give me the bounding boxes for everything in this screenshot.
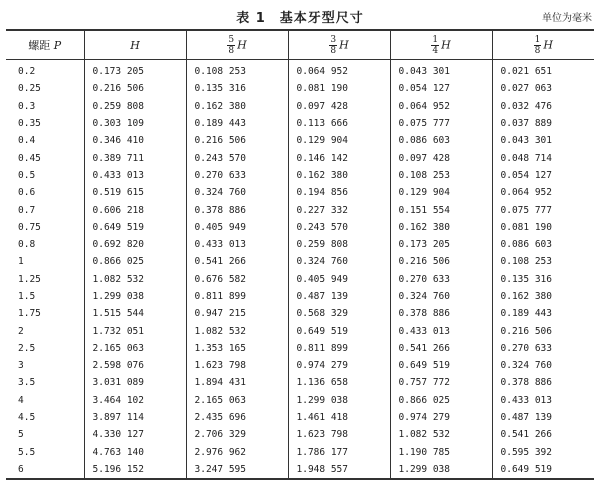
value-cell: 0.568 329 (288, 305, 390, 322)
value-cell: 0.135 316 (492, 271, 594, 288)
table-row (6, 236, 594, 253)
value-cell: 0.216 506 (84, 80, 186, 97)
fraction-1-8 (534, 35, 542, 56)
value-cell: 2.435 696 (186, 409, 288, 426)
value-cell: 0.270 633 (186, 167, 288, 184)
pitch-cell: 6 (18, 463, 24, 475)
col-header-h (84, 30, 186, 60)
value-cell: 0.811 899 (186, 288, 288, 305)
pitch-cell: 0.4 (18, 135, 36, 147)
value-cell: 3.897 114 (84, 409, 186, 426)
numerator: 1 (534, 34, 541, 45)
value-cell: 0.389 711 (84, 149, 186, 166)
pitch-cell: 0.8 (18, 239, 36, 251)
pitch-cell: 3 (18, 360, 24, 372)
value-cell: 0.032 476 (492, 98, 594, 115)
value-cell: 0.021 651 (492, 60, 594, 81)
value-cell: 0.151 554 (390, 201, 492, 218)
pitch-cell: 0.45 (18, 152, 41, 164)
value-cell: 0.081 190 (492, 219, 594, 236)
value-cell: 0.108 253 (492, 253, 594, 270)
value-cell: 0.649 519 (84, 219, 186, 236)
value-cell: 1.082 532 (186, 322, 288, 339)
value-cell: 0.692 820 (84, 236, 186, 253)
table-row (6, 149, 594, 166)
value-cell: 1.461 418 (288, 409, 390, 426)
numerator: 1 (432, 34, 439, 45)
pitch-cell: 0.25 (18, 83, 41, 95)
table-row (6, 80, 594, 97)
table-row (6, 271, 594, 288)
value-cell: 0.259 808 (84, 98, 186, 115)
pitch-var: P (53, 39, 62, 52)
value-cell: 1.948 557 (288, 461, 390, 479)
value-cell: 0.097 428 (390, 149, 492, 166)
pitch-cell: 5.5 (18, 446, 36, 458)
pitch-cell: 4 (18, 394, 24, 406)
value-cell: 0.162 380 (390, 219, 492, 236)
value-cell: 0.433 013 (84, 167, 186, 184)
value-cell: 0.189 443 (186, 115, 288, 132)
value-cell: 0.259 808 (288, 236, 390, 253)
table-row (6, 167, 594, 184)
value-cell: 1.136 658 (288, 374, 390, 391)
value-cell: 0.243 570 (186, 149, 288, 166)
value-cell: 0.649 519 (390, 357, 492, 374)
pitch-label: 螺距 (28, 39, 51, 52)
value-cell: 1.623 798 (186, 357, 288, 374)
table-row (6, 132, 594, 149)
table-row (6, 374, 594, 391)
pitch-cell: 2.5 (18, 342, 36, 354)
value-cell: 3.464 102 (84, 392, 186, 409)
table-row (6, 201, 594, 218)
col-header-1-4-h (390, 30, 492, 60)
value-cell: 0.243 570 (288, 219, 390, 236)
value-cell: 0.947 215 (186, 305, 288, 322)
value-cell: 0.173 205 (390, 236, 492, 253)
pitch-cell: 5 (18, 429, 24, 441)
denominator: 8 (228, 45, 235, 56)
value-cell: 1.082 532 (390, 426, 492, 443)
value-cell: 0.043 301 (390, 60, 492, 81)
table-row (6, 322, 594, 339)
pitch-cell: 1 (18, 256, 24, 268)
value-cell: 0.081 190 (288, 80, 390, 97)
pitch-cell: 0.5 (18, 169, 36, 181)
fraction-3-8 (329, 35, 337, 56)
value-cell: 0.216 506 (390, 253, 492, 270)
value-cell: 0.227 332 (288, 201, 390, 218)
value-cell: 0.606 218 (84, 201, 186, 218)
value-cell: 4.763 140 (84, 444, 186, 461)
value-cell: 0.113 666 (288, 115, 390, 132)
value-cell: 1.190 785 (390, 444, 492, 461)
pitch-cell: 0.2 (18, 66, 36, 78)
value-cell: 0.129 904 (390, 184, 492, 201)
value-cell: 1.299 038 (84, 288, 186, 305)
value-cell: 0.054 127 (390, 80, 492, 97)
table-body (6, 60, 594, 480)
table-row (6, 115, 594, 132)
value-cell: 0.064 952 (288, 60, 390, 81)
numerator: 3 (330, 34, 337, 45)
table-row (6, 98, 594, 115)
pitch-cell: 1.25 (18, 273, 41, 285)
h-var: H (543, 38, 553, 51)
pitch-cell: 2 (18, 325, 24, 337)
h-var: H (237, 38, 247, 51)
table-row (6, 426, 594, 443)
value-cell: 2.165 063 (84, 340, 186, 357)
pitch-cell: 4.5 (18, 412, 36, 424)
table-row (6, 461, 594, 479)
value-cell: 0.189 443 (492, 305, 594, 322)
value-cell: 0.649 519 (492, 461, 594, 479)
value-cell: 1.082 532 (84, 271, 186, 288)
value-cell: 0.487 139 (288, 288, 390, 305)
value-cell: 0.405 949 (288, 271, 390, 288)
col-header-3-8-h (288, 30, 390, 60)
value-cell: 0.075 777 (390, 115, 492, 132)
table-row (6, 219, 594, 236)
h-var: H (441, 38, 451, 51)
table-row (6, 60, 594, 81)
pitch-cell: 0.7 (18, 204, 36, 216)
value-cell: 0.541 266 (390, 340, 492, 357)
value-cell: 0.303 109 (84, 115, 186, 132)
denominator: 4 (432, 45, 439, 56)
value-cell: 0.162 380 (186, 98, 288, 115)
fraction-5-8 (227, 35, 235, 56)
col-header-pitch (6, 30, 84, 60)
value-cell: 3.031 089 (84, 374, 186, 391)
value-cell: 2.706 329 (186, 426, 288, 443)
value-cell: 0.097 428 (288, 98, 390, 115)
value-cell: 0.866 025 (390, 392, 492, 409)
value-cell: 0.487 139 (492, 409, 594, 426)
unit-label: 单位为毫米 (542, 13, 592, 24)
pitch-cell: 0.35 (18, 118, 41, 130)
table-row (6, 340, 594, 357)
value-cell: 0.086 603 (390, 132, 492, 149)
value-cell: 1.894 431 (186, 374, 288, 391)
title-row (0, 0, 600, 28)
value-cell: 0.037 889 (492, 115, 594, 132)
table-row (6, 392, 594, 409)
pitch-cell: 0.75 (18, 221, 41, 233)
value-cell: 0.064 952 (492, 184, 594, 201)
value-cell: 0.324 760 (390, 288, 492, 305)
value-cell: 0.086 603 (492, 236, 594, 253)
numerator: 5 (228, 34, 235, 45)
value-cell: 0.043 301 (492, 132, 594, 149)
value-cell: 0.433 013 (390, 322, 492, 339)
header-row (6, 30, 594, 60)
value-cell: 0.129 904 (288, 132, 390, 149)
table-row (6, 253, 594, 270)
pitch-cell: 0.3 (18, 100, 36, 112)
value-cell: 0.064 952 (390, 98, 492, 115)
denominator: 8 (534, 45, 541, 56)
value-cell: 0.433 013 (186, 236, 288, 253)
value-cell: 1.299 038 (390, 461, 492, 479)
value-cell: 0.433 013 (492, 392, 594, 409)
value-cell: 4.330 127 (84, 426, 186, 443)
value-cell: 0.378 886 (492, 374, 594, 391)
value-cell: 0.048 714 (492, 149, 594, 166)
h-label: H (130, 38, 140, 52)
h-var: H (339, 38, 349, 51)
value-cell: 0.162 380 (288, 167, 390, 184)
value-cell: 1.515 544 (84, 305, 186, 322)
value-cell: 2.165 063 (186, 392, 288, 409)
value-cell: 2.976 962 (186, 444, 288, 461)
table-row (6, 409, 594, 426)
col-header-5-8-h (186, 30, 288, 60)
value-cell: 0.162 380 (492, 288, 594, 305)
value-cell: 0.270 633 (492, 340, 594, 357)
table-row (6, 288, 594, 305)
value-cell: 0.757 772 (390, 374, 492, 391)
value-cell: 0.075 777 (492, 201, 594, 218)
table-row (6, 357, 594, 374)
table-title: 表 1 基本牙型尺寸 (236, 11, 364, 26)
value-cell: 0.324 760 (492, 357, 594, 374)
table-row (6, 444, 594, 461)
table-row (6, 305, 594, 322)
value-cell: 1.786 177 (288, 444, 390, 461)
value-cell: 0.270 633 (390, 271, 492, 288)
value-cell: 3.247 595 (186, 461, 288, 479)
value-cell: 0.541 266 (186, 253, 288, 270)
value-cell: 0.216 506 (186, 132, 288, 149)
pitch-cell: 1.75 (18, 308, 41, 320)
value-cell: 0.541 266 (492, 426, 594, 443)
value-cell: 0.346 410 (84, 132, 186, 149)
fraction-1-4 (431, 35, 439, 56)
value-cell: 0.146 142 (288, 149, 390, 166)
value-cell: 1.732 051 (84, 322, 186, 339)
denominator: 8 (330, 45, 337, 56)
pitch-cell: 3.5 (18, 377, 36, 389)
value-cell: 0.649 519 (288, 322, 390, 339)
value-cell: 1.299 038 (288, 392, 390, 409)
value-cell: 0.974 279 (288, 357, 390, 374)
value-cell: 0.866 025 (84, 253, 186, 270)
value-cell: 0.378 886 (390, 305, 492, 322)
value-cell: 0.216 506 (492, 322, 594, 339)
value-cell: 0.173 205 (84, 60, 186, 81)
value-cell: 0.108 253 (186, 60, 288, 81)
value-cell: 0.054 127 (492, 167, 594, 184)
value-cell: 2.598 076 (84, 357, 186, 374)
value-cell: 0.108 253 (390, 167, 492, 184)
value-cell: 1.623 798 (288, 426, 390, 443)
col-header-1-8-h (492, 30, 594, 60)
value-cell: 1.353 165 (186, 340, 288, 357)
value-cell: 0.378 886 (186, 201, 288, 218)
value-cell: 0.811 899 (288, 340, 390, 357)
pitch-cell: 1.5 (18, 291, 36, 302)
value-cell: 0.519 615 (84, 184, 186, 201)
value-cell: 0.405 949 (186, 219, 288, 236)
value-cell: 0.595 392 (492, 444, 594, 461)
value-cell: 5.196 152 (84, 461, 186, 479)
value-cell: 0.324 760 (186, 184, 288, 201)
thread-dimensions-table (6, 29, 594, 480)
table-row (6, 184, 594, 201)
value-cell: 0.324 760 (288, 253, 390, 270)
pitch-cell: 0.6 (18, 187, 36, 199)
value-cell: 0.027 063 (492, 80, 594, 97)
value-cell: 0.135 316 (186, 80, 288, 97)
value-cell: 0.194 856 (288, 184, 390, 201)
value-cell: 0.676 582 (186, 271, 288, 288)
value-cell: 0.974 279 (390, 409, 492, 426)
